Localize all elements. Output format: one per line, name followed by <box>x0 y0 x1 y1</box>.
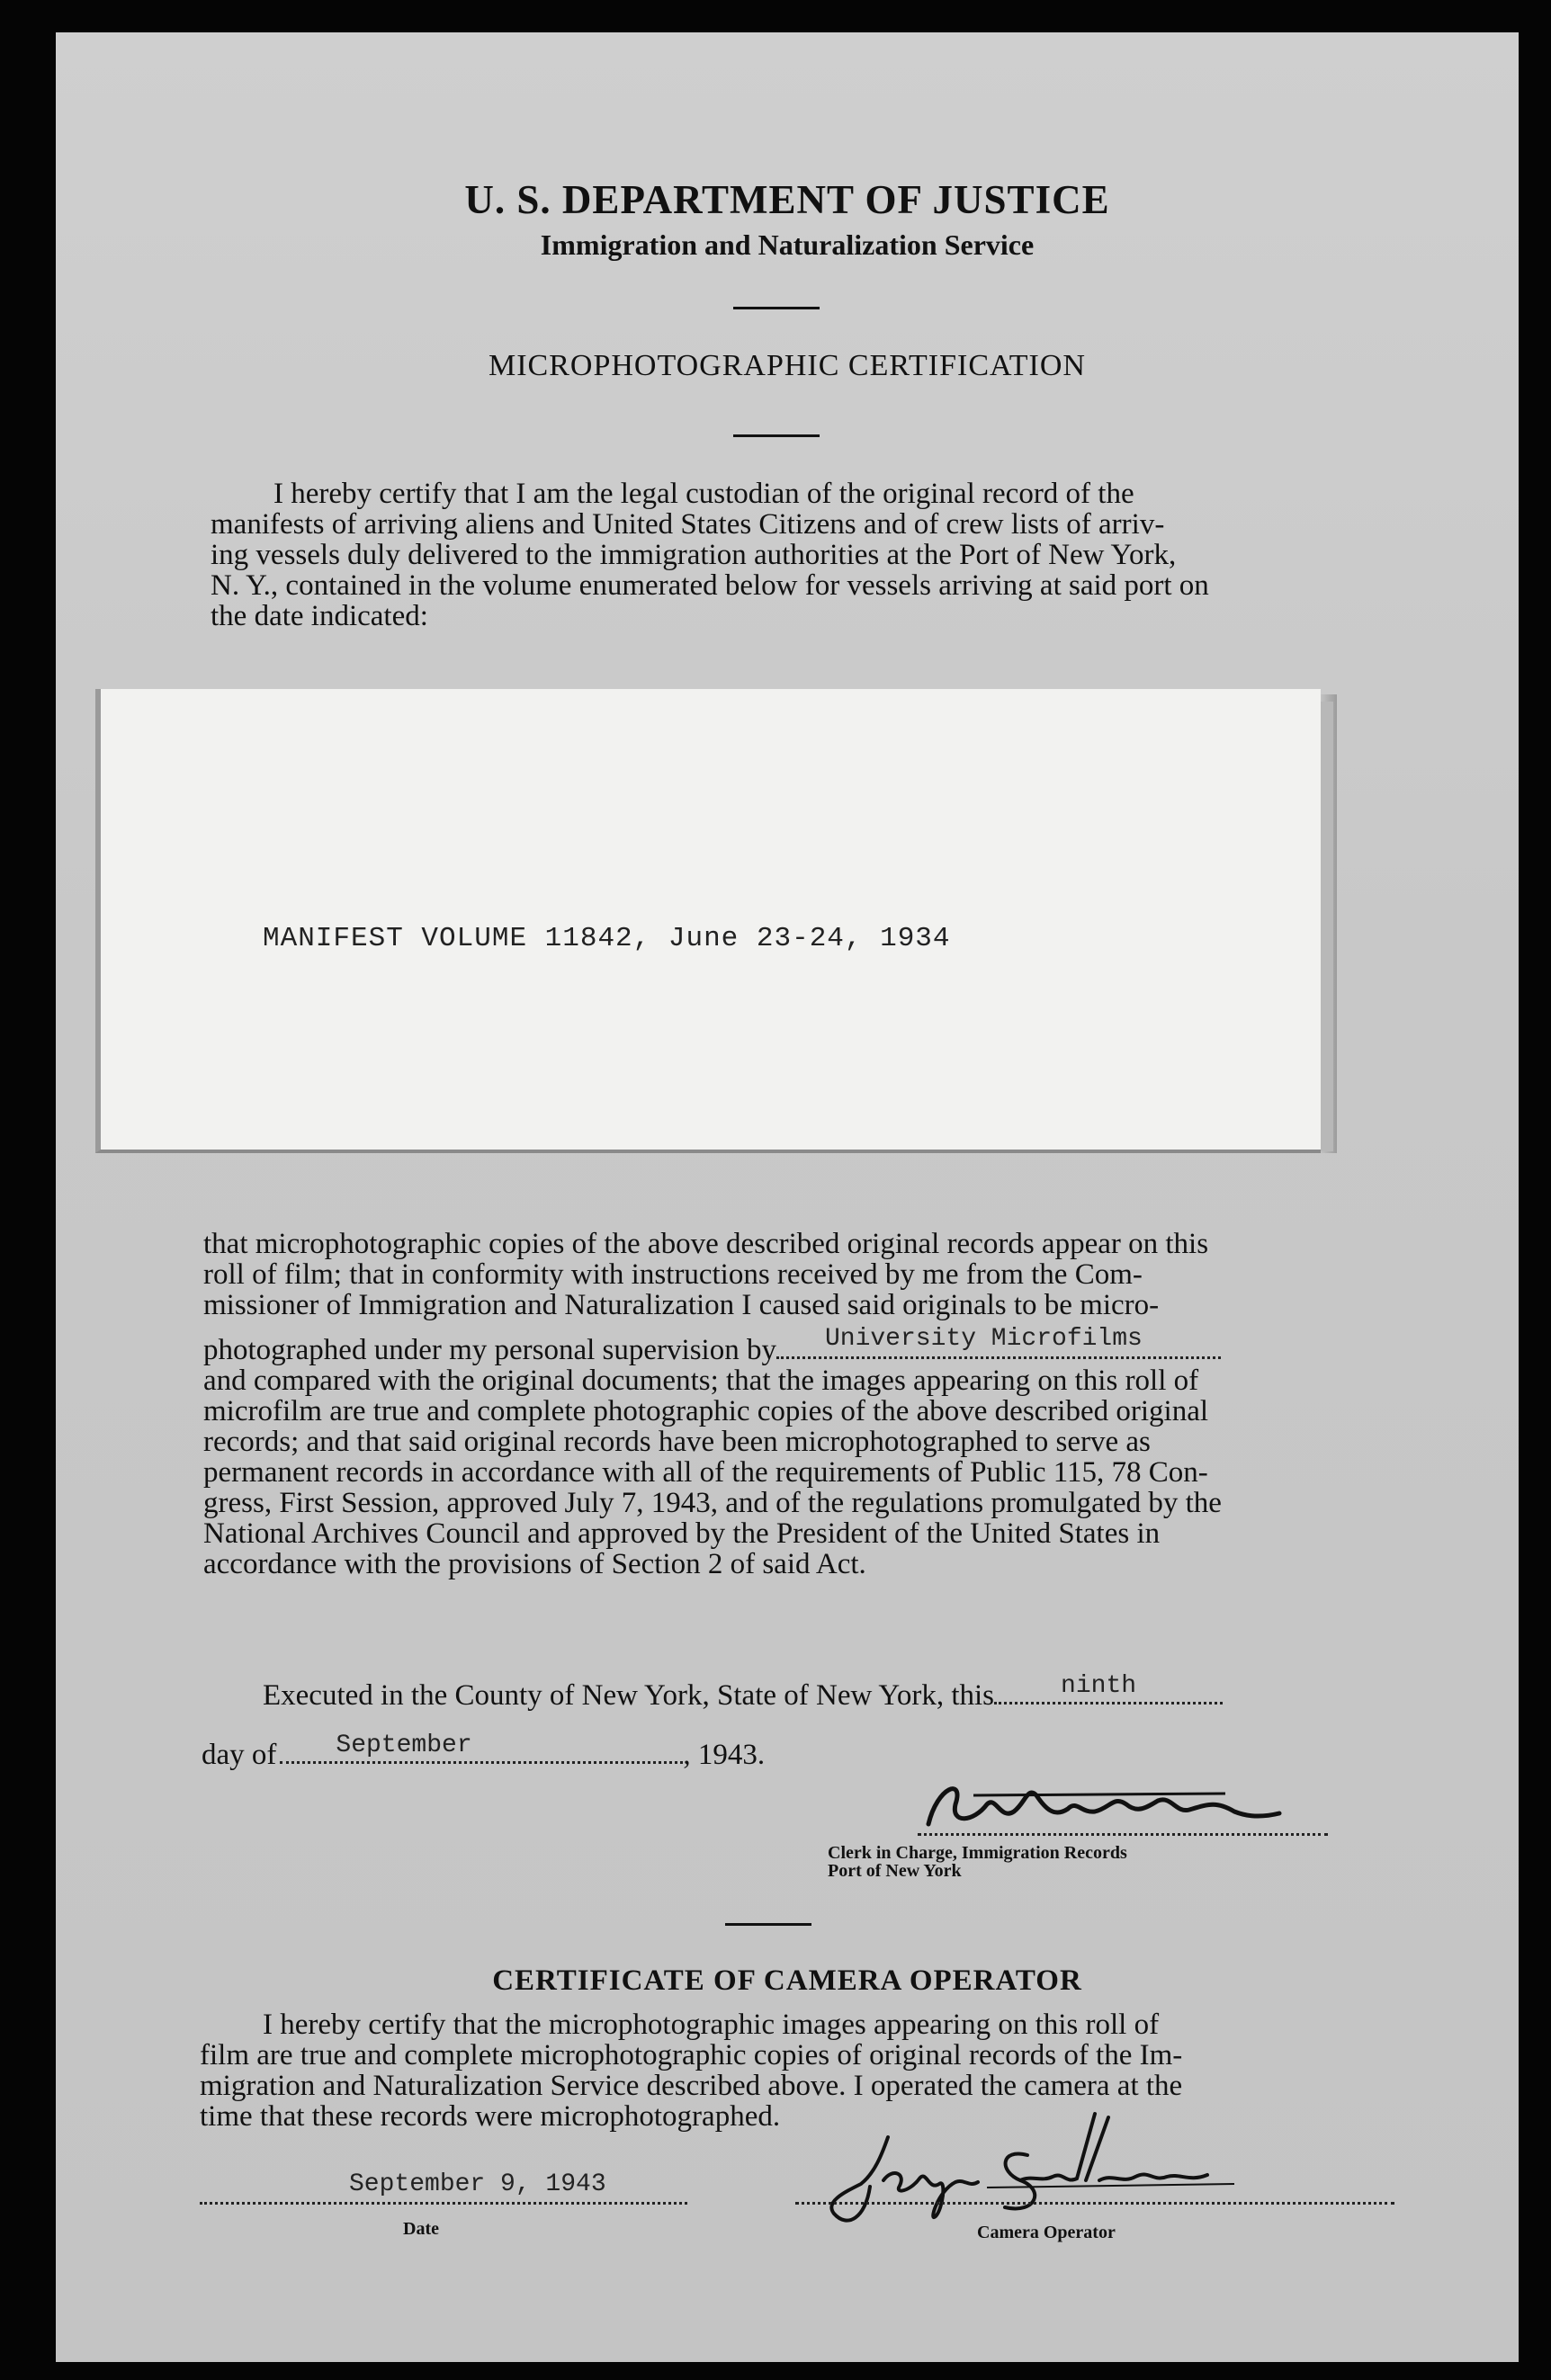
body-paragraph <box>203 1229 1400 1579</box>
day-value: ninth <box>1061 1672 1137 1700</box>
date-value: September 9, 1943 <box>349 2170 606 2198</box>
day-of-line <box>202 1731 766 1772</box>
clerk-title <box>828 1844 1127 1880</box>
body-line: accordance with the provisions of Section 2 of said Act. <box>203 1548 866 1580</box>
body-line: records; and that said original records have been microphotographed to serve as <box>203 1426 1151 1458</box>
month-field <box>280 1731 683 1764</box>
supervision-line <box>203 1325 1400 1366</box>
camera-line: I hereby certify that the microphotographic images appearing on this roll of <box>263 2009 1160 2041</box>
intro-paragraph <box>211 479 1407 631</box>
date-field <box>200 2171 687 2205</box>
certificate-sheet <box>56 32 1519 2362</box>
clerk-title-line: Port of New York <box>828 1861 962 1881</box>
month-value: September <box>336 1731 472 1759</box>
executed-line <box>263 1672 1223 1713</box>
camera-certificate-title: CERTIFICATE OF CAMERA OPERATOR <box>492 1964 1082 1997</box>
clerk-title-line: Clerk in Charge, Immigration Records <box>828 1843 1127 1863</box>
camera-operator-signature <box>784 2101 1288 2236</box>
body-line: roll of film; that in conformity with instructions received by me from the Com- <box>203 1258 1143 1291</box>
camera-line: migration and Naturalization Service described above. I operated the camera at the <box>200 2070 1183 2102</box>
body-line: missioner of Immigration and Naturalization I caused said originals to be micro- <box>203 1289 1160 1321</box>
operator-signature-line <box>795 2171 1394 2205</box>
clerk-signature-line <box>918 1806 1328 1836</box>
divider <box>733 434 820 437</box>
year-text: , 1943. <box>683 1739 766 1771</box>
intro-line: the date indicated: <box>211 600 428 632</box>
body-line: that microphotographic copies of the above described original records appear on this <box>203 1228 1209 1260</box>
supervisor-field <box>776 1325 1221 1359</box>
manifest-volume-text: MANIFEST VOLUME 11842, June 23-24, 1934 <box>263 923 951 954</box>
day-field <box>994 1672 1223 1704</box>
intro-line: ing vessels duly delivered to the immigration authorities at the Port of New York, <box>211 539 1177 571</box>
date-label: Date <box>403 2219 439 2239</box>
executed-prefix: Executed in the County of New York, State of New York, this <box>263 1679 995 1712</box>
supervision-prefix: photographed under my personal supervision by <box>203 1334 776 1366</box>
intro-line: I hereby certify that I am the legal custodian of the original record of the <box>273 478 1134 510</box>
service-subheading: Immigration and Naturalization Service <box>540 228 1035 261</box>
body-line: National Archives Council and approved by the President of the United States in <box>203 1517 1161 1550</box>
body-line: permanent records in accordance with all of the requirements of Public 115, 78 Con- <box>203 1456 1208 1489</box>
intro-line: N. Y., contained in the volume enumerated below for vessels arriving at said port on <box>211 569 1209 602</box>
day-of-label: day of <box>202 1739 277 1771</box>
divider <box>725 1923 811 1926</box>
camera-line: time that these records were microphotographed. <box>200 2100 781 2133</box>
manifest-card <box>95 689 1321 1153</box>
operator-label: Camera Operator <box>977 2223 1116 2242</box>
supervisor-value: University Microfilms <box>824 1325 1143 1353</box>
body-line: microfilm are true and complete photographic copies of the above described original <box>203 1395 1209 1427</box>
divider <box>733 307 820 309</box>
intro-line: manifests of arriving aliens and United States Citizens and of crew lists of arriv- <box>211 508 1165 541</box>
certification-title: MICROPHOTOGRAPHIC CERTIFICATION <box>488 349 1086 382</box>
camera-line: film are true and complete microphotographic copies of original records of the Im- <box>200 2039 1183 2071</box>
body-line: gress, First Session, approved July 7, 1943, and of the regulations promulgated by the <box>203 1487 1222 1519</box>
body-line: and compared with the original documents; that the images appearing on this roll of <box>203 1364 1199 1397</box>
department-heading: U. S. DEPARTMENT OF JUSTICE <box>464 177 1110 222</box>
